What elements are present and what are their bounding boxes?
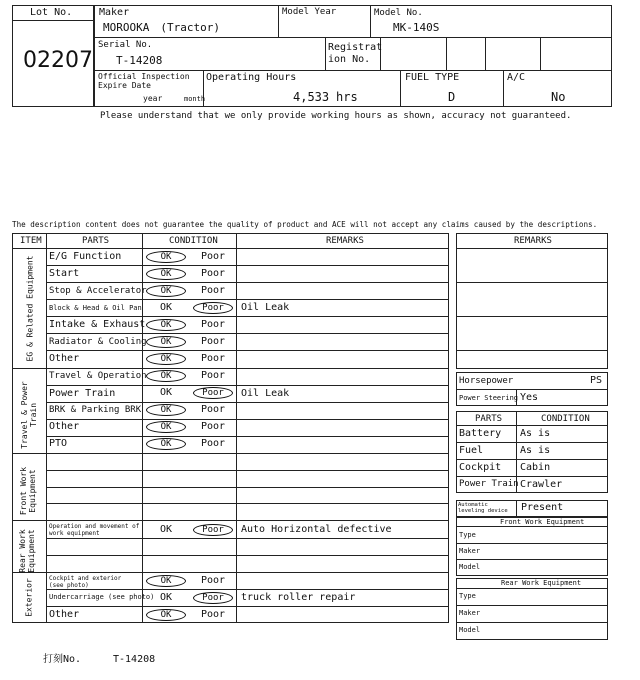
ok-circle: OK [146, 438, 186, 450]
part-label: PTO [49, 438, 68, 449]
serial-value: T-14208 [116, 54, 163, 67]
poor-label: Poor [200, 336, 226, 347]
divider [12, 453, 449, 454]
part-label: Start [49, 268, 80, 279]
battery-value: As is [520, 428, 551, 439]
power-train-value: Crawler [520, 479, 563, 490]
divider [456, 248, 608, 249]
header-item: ITEM [20, 236, 42, 246]
part-label: E/G Function [49, 251, 122, 262]
ac-value: No [551, 90, 566, 104]
part-label: Power Train [49, 388, 116, 399]
divider [46, 538, 449, 539]
ok-label: OK [159, 524, 173, 535]
poor-label: Poor [200, 268, 226, 279]
horsepower-label: Horsepower [459, 376, 514, 386]
divider [46, 419, 449, 420]
front-maker-label: Maker [459, 547, 481, 555]
lot-label: Lot No. [30, 7, 73, 18]
part-label: BRK & Parking BRK [49, 405, 142, 415]
divider [456, 282, 608, 283]
header-remarks: REMARKS [326, 236, 364, 246]
ok-label: OK [159, 302, 173, 313]
divider [94, 70, 612, 71]
inspection-label: Official Inspection Expire Date [98, 72, 190, 90]
divider [12, 20, 94, 21]
group-eg: EG & Related Equipment [25, 255, 35, 362]
divider [46, 385, 449, 386]
part-label: Undercarriage (see photo) [49, 593, 155, 601]
ok-circle: OK [146, 285, 186, 297]
remark-text: Auto Horizontal defective [241, 524, 392, 535]
ok-circle: OK [146, 404, 186, 416]
divider [46, 282, 449, 283]
group-travel: Travel & Power Train [20, 381, 38, 449]
group-front: Front Work Equipment [19, 466, 37, 516]
divider [46, 436, 449, 437]
fuel-label: FUEL TYPE [405, 72, 460, 83]
rear-model-label: Model [459, 626, 481, 634]
battery-label: Battery [459, 428, 502, 439]
cockpit-label: Cockpit [459, 462, 502, 473]
fuel-value: D [448, 90, 456, 104]
divider [456, 605, 608, 606]
power-steering-value: Yes [520, 392, 539, 403]
poor-label: Poor [200, 251, 226, 262]
parts-header: PARTS [475, 414, 503, 424]
divider [456, 316, 608, 317]
ac-label: A/C [507, 72, 526, 83]
divider [278, 5, 279, 37]
divider [46, 402, 449, 403]
year-label: year [143, 94, 163, 103]
hours-unit: hrs [336, 90, 358, 104]
hours-label: Operating Hours [206, 72, 297, 83]
divider [46, 299, 449, 300]
divider [456, 588, 608, 589]
divider [456, 442, 608, 443]
horsepower-unit: PS [590, 375, 603, 386]
divider [456, 559, 608, 560]
auto-leveling-value: Present [521, 502, 564, 513]
maker-label: Maker [99, 7, 130, 18]
part-label: Cockpit and exterior (see photo) [49, 575, 122, 589]
front-work-header: Front Work Equipment [500, 518, 585, 526]
divider [46, 589, 449, 590]
front-model-label: Model [459, 563, 481, 571]
part-label: Intake & Exhaust [49, 319, 146, 330]
hours-note: Please understand that we only provide working hours as shown, accuracy not guaranteed. [100, 111, 572, 121]
divider [46, 316, 449, 317]
divider [12, 368, 449, 369]
ok-circle: OK [146, 336, 186, 348]
power-train-label: Power Train [459, 479, 519, 489]
stamp-label: 打刻No. [43, 654, 82, 665]
part-label: Radiator & Cooling [49, 337, 147, 347]
part-label: Stop & Accelerator [49, 286, 147, 296]
front-type-label: Type [459, 531, 476, 539]
hours-value: 4,533 [293, 90, 330, 104]
poor-label: Poor [200, 285, 226, 296]
fuel-label: Fuel [459, 445, 484, 456]
divider [46, 350, 449, 351]
right-remarks-header: REMARKS [514, 236, 552, 246]
lot-number: 02207 [23, 48, 93, 73]
divider [236, 233, 237, 623]
ok-circle: OK [146, 370, 186, 382]
divider [456, 350, 608, 351]
poor-label: Poor [200, 609, 226, 620]
divider [12, 520, 449, 521]
poor-label: Poor [200, 353, 226, 364]
divider [46, 487, 449, 488]
remark-text: Oil Leak [241, 388, 290, 399]
header-condition: CONDITION [169, 236, 218, 246]
poor-label: Poor [200, 319, 226, 330]
disclaimer: The description content does not guarantee the quality of product and ACE will not accept any claims caused by the descriptions. [12, 220, 598, 229]
model-year-label: Model Year [282, 7, 337, 17]
divider [446, 37, 447, 70]
divider [94, 37, 612, 38]
serial-label: Serial No. [98, 40, 153, 50]
ok-circle: OK [146, 353, 186, 365]
divider [456, 543, 608, 544]
poor-label: Poor [200, 404, 226, 415]
divider [456, 425, 608, 426]
divider [516, 500, 517, 517]
ok-circle: OK [146, 575, 186, 587]
divider [46, 555, 449, 556]
remark-text: Oil Leak [241, 302, 290, 313]
poor-label: Poor [200, 575, 226, 586]
rear-type-label: Type [459, 592, 476, 600]
divider [456, 459, 608, 460]
registration-label: Registrat ion No. [328, 42, 383, 65]
power-steering-label: Power Steering [459, 394, 519, 402]
header-parts: PARTS [82, 236, 110, 246]
rear-maker-label: Maker [459, 609, 481, 617]
part-label: Block & Head & Oil Pan [49, 304, 142, 312]
part-label: Travel & Operation [49, 371, 147, 381]
divider [46, 333, 449, 334]
month-label: month [184, 95, 206, 103]
divider [46, 470, 449, 471]
divider [456, 622, 608, 623]
divider [503, 70, 504, 107]
divider [485, 37, 486, 70]
poor-label: Poor [200, 370, 226, 381]
divider [540, 37, 541, 70]
ok-circle: OK [146, 609, 186, 621]
poor-circle: Poor [193, 302, 233, 314]
divider [46, 606, 449, 607]
poor-circle: Poor [193, 387, 233, 399]
divider [370, 5, 371, 37]
ok-circle: OK [146, 268, 186, 280]
stamp-value: T-14208 [113, 654, 156, 665]
divider [46, 265, 449, 266]
divider [456, 389, 608, 390]
divider [46, 503, 449, 504]
maker-value: MOROOKA (Tractor) [103, 21, 220, 34]
model-no-value: MK-140S [393, 21, 440, 34]
poor-label: Poor [200, 421, 226, 432]
divider [12, 572, 449, 573]
group-rear: Rear Work Equipment [18, 529, 36, 573]
divider [46, 233, 47, 623]
part-label: Other [49, 421, 80, 432]
divider [325, 37, 326, 70]
divider [12, 248, 449, 249]
poor-label: Poor [200, 438, 226, 449]
divider [456, 476, 608, 477]
fuel-value: As is [520, 445, 551, 456]
ok-label: OK [159, 387, 173, 398]
divider [456, 526, 608, 527]
condition-header: CONDITION [541, 414, 590, 424]
ok-circle: OK [146, 421, 186, 433]
poor-circle: Poor [193, 592, 233, 604]
model-no-label: Model No. [374, 8, 423, 18]
poor-circle: Poor [193, 524, 233, 536]
ok-label: OK [159, 592, 173, 603]
part-label: Other [49, 609, 80, 620]
cockpit-value: Cabin [520, 462, 551, 473]
group-exterior: Exterior [24, 578, 34, 617]
remark-text: truck roller repair [241, 592, 356, 603]
rear-work-header: Rear Work Equipment [501, 579, 582, 587]
divider [400, 70, 401, 107]
part-label: Other [49, 353, 80, 364]
auto-leveling-label: Automatic leveling device [458, 502, 508, 514]
ok-circle: OK [146, 251, 186, 263]
remarks-box [456, 233, 608, 369]
ok-circle: OK [146, 319, 186, 331]
part-label: Operation and movement of work equipment [49, 523, 140, 537]
